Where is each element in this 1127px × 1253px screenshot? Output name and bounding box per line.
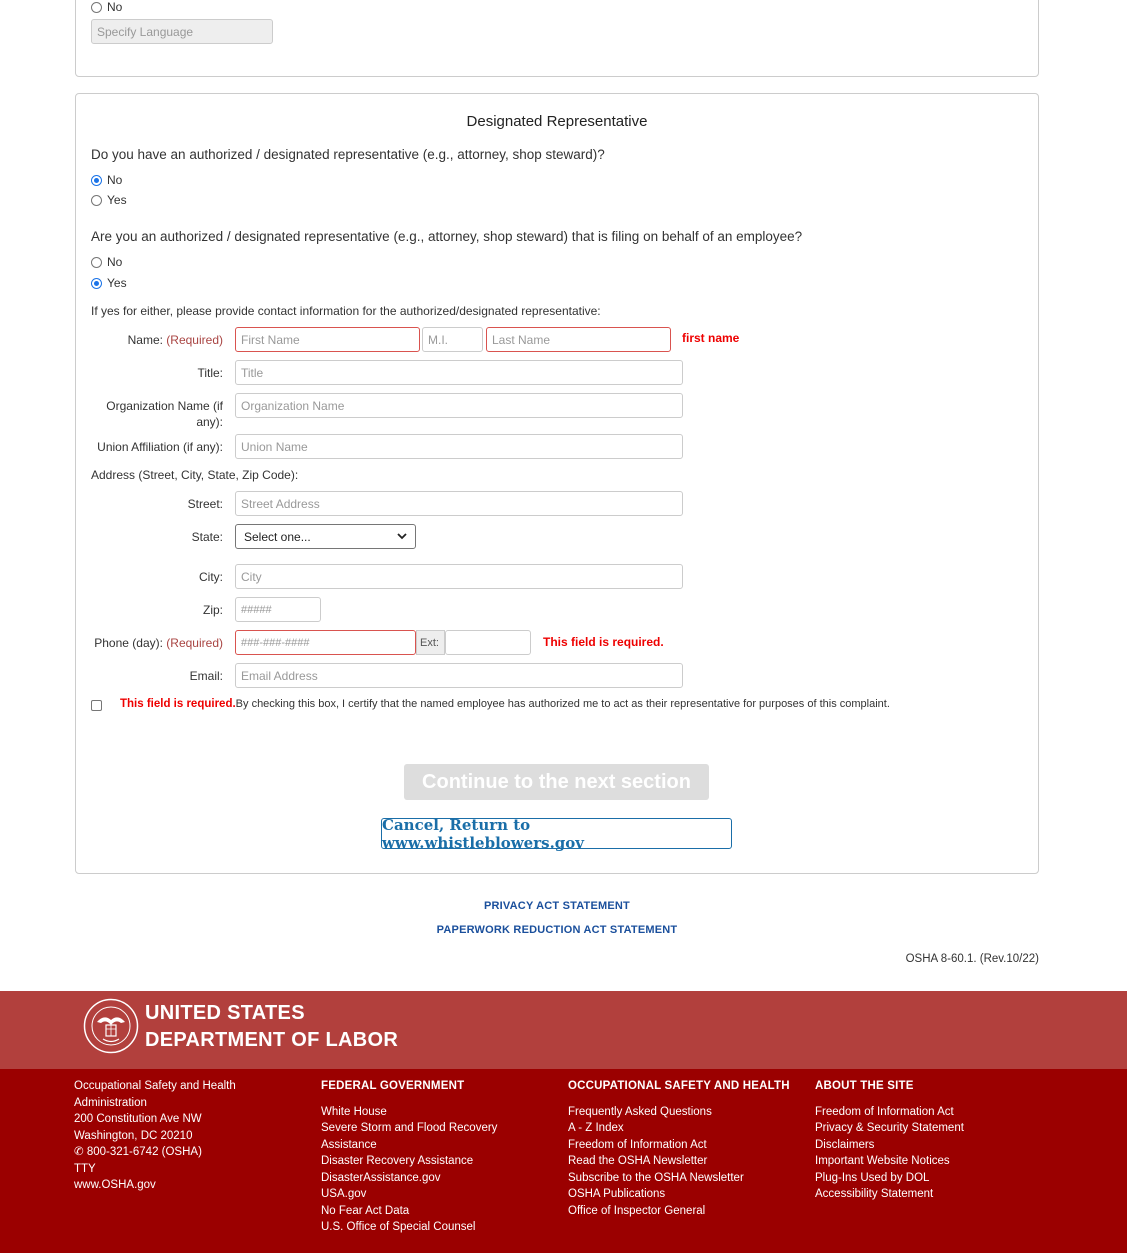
state-select[interactable] xyxy=(235,524,416,549)
phone-number[interactable]: 800-321-6742 (OSHA) xyxy=(86,1146,202,1158)
street-input[interactable]: Street Address xyxy=(235,491,683,516)
contact-instructions: If yes for either, please provide contact information for the authorized/designated representative: xyxy=(91,304,601,318)
section-title: Designated Representative xyxy=(466,113,648,130)
radio-circle[interactable] xyxy=(91,278,102,289)
footer-col-title: ABOUT THE SITE xyxy=(815,1080,914,1092)
footer-link[interactable]: Office of Inspector General xyxy=(568,1204,706,1217)
name-label-text: Name: xyxy=(127,333,163,347)
state-select-value: Select one... xyxy=(244,529,311,544)
footer-link[interactable]: Read the OSHA Newsletter xyxy=(568,1155,708,1167)
footer-link[interactable]: Severe Storm and Flood Recovery Assistance xyxy=(321,1122,498,1151)
footer-link[interactable]: OSHA Publications xyxy=(568,1188,666,1200)
certify-error: This field is required. xyxy=(120,698,236,710)
certify-text: By checking this box, I certify that the named employee has authorized me to act as their representative for purposes of this complaint. xyxy=(235,698,890,710)
certify-checkbox[interactable] xyxy=(91,700,102,711)
phone-icon: ✆ xyxy=(74,1146,87,1158)
language-radio-no[interactable] xyxy=(91,0,122,15)
paperwork-reduction-link[interactable]: PAPERWORK REDUCTION ACT STATEMENT xyxy=(436,924,678,936)
last-name-input[interactable]: Last Name xyxy=(486,327,671,352)
cancel-button[interactable]: Cancel, Return to www.whistleblowers.gov xyxy=(381,818,732,849)
radio-circle[interactable] xyxy=(91,2,102,13)
brand-line-2[interactable]: DEPARTMENT OF LABOR xyxy=(145,1029,399,1051)
union-label: Union Affiliation (if any): xyxy=(97,440,223,454)
zip-label: Zip: xyxy=(202,603,223,617)
street-label: Street: xyxy=(187,497,223,511)
footer-link[interactable]: Subscribe to the OSHA Newsletter xyxy=(568,1171,744,1184)
required-indicator: (Required) xyxy=(166,636,223,650)
question-is-representative: Are you an authorized / designated representative (e.g., attorney, shop steward) that is filing on behalf of an employee? xyxy=(91,229,803,244)
radio-circle[interactable] xyxy=(91,257,102,268)
city-label: City: xyxy=(199,570,223,584)
form-id: OSHA 8-60.1. (Rev.10/22) xyxy=(905,953,1039,965)
footer-address xyxy=(74,1078,274,1194)
q2-radio-no[interactable] xyxy=(91,254,122,270)
q1-radio-yes[interactable] xyxy=(91,192,127,208)
q2-radio-yes[interactable] xyxy=(91,275,127,291)
designated-representative-panel xyxy=(75,93,1039,874)
question-has-representative: Do you have an authorized / designated representative (e.g., attorney, shop steward)? xyxy=(91,147,605,162)
phone-label-text: Phone (day): xyxy=(94,636,163,650)
footer-link[interactable]: Important Website Notices xyxy=(815,1155,950,1167)
footer-col-title: OCCUPATIONAL SAFETY AND HEALTH xyxy=(568,1080,790,1092)
q1-radio-no[interactable] xyxy=(91,172,122,188)
radio-label: Yes xyxy=(107,276,127,290)
radio-label: No xyxy=(107,173,123,187)
address-line: Occupational Safety and Health Administration xyxy=(74,1080,236,1109)
dol-seal-icon[interactable] xyxy=(83,998,139,1054)
title-label: Title: xyxy=(197,366,223,380)
footer-link[interactable]: Privacy & Security Statement xyxy=(815,1122,964,1134)
zip-input[interactable]: ##### xyxy=(235,597,321,622)
footer-link[interactable]: U.S. Office of Special Counsel xyxy=(321,1221,476,1233)
required-indicator: (Required) xyxy=(166,333,223,347)
footer-col-osha xyxy=(568,1078,798,1219)
specify-language-input: Specify Language xyxy=(91,19,273,44)
phone-input[interactable]: ###-###-#### xyxy=(235,630,416,655)
address-line: Washington, DC 20210 xyxy=(74,1129,193,1142)
organization-label: Organization Name (if any): xyxy=(106,399,223,429)
footer-link[interactable]: DisasterAssistance.gov xyxy=(321,1171,441,1184)
footer-col-about xyxy=(815,1078,1015,1203)
footer-link[interactable]: White House xyxy=(321,1105,387,1118)
chevron-down-icon xyxy=(397,533,407,540)
certify-row xyxy=(120,698,890,710)
phone-error: This field is required. xyxy=(543,635,664,649)
first-name-input[interactable]: First Name xyxy=(235,327,420,352)
radio-label: No xyxy=(107,0,123,14)
footer-link[interactable]: Freedom of Information Act xyxy=(815,1105,954,1118)
city-input[interactable]: City xyxy=(235,564,683,589)
title-input[interactable]: Title xyxy=(235,360,683,385)
union-input[interactable]: Union Name xyxy=(235,434,683,459)
radio-label: No xyxy=(107,255,123,269)
ext-input[interactable] xyxy=(445,630,531,655)
footer-link[interactable]: Disaster Recovery Assistance xyxy=(321,1155,474,1167)
address-label: Address (Street, City, State, Zip Code): xyxy=(91,468,299,482)
radio-circle[interactable] xyxy=(91,175,102,186)
state-label: State: xyxy=(191,530,223,544)
phone-line[interactable] xyxy=(74,1144,274,1161)
name-label xyxy=(91,332,223,348)
email-label: Email: xyxy=(189,669,223,683)
radio-circle[interactable] xyxy=(91,195,102,206)
organization-input[interactable]: Organization Name xyxy=(235,393,683,418)
footer-link[interactable]: Disclaimers xyxy=(815,1138,875,1151)
footer-link[interactable]: USA.gov xyxy=(321,1188,367,1200)
tty-link[interactable]: TTY xyxy=(74,1162,96,1175)
continue-button[interactable]: Continue to the next section xyxy=(404,764,709,800)
footer-link[interactable]: Frequently Asked Questions xyxy=(568,1105,712,1118)
footer-link[interactable]: Plug-Ins Used by DOL xyxy=(815,1171,930,1184)
footer-col-title: FEDERAL GOVERNMENT xyxy=(321,1080,465,1092)
brand-line-1[interactable]: UNITED STATES xyxy=(145,1002,305,1024)
email-input[interactable]: Email Address xyxy=(235,663,683,688)
footer-link[interactable]: No Fear Act Data xyxy=(321,1204,410,1217)
phone-label xyxy=(91,635,223,651)
privacy-act-link[interactable]: PRIVACY ACT STATEMENT xyxy=(484,900,630,912)
footer-link[interactable]: A - Z Index xyxy=(568,1122,624,1134)
address-line: 200 Constitution Ave NW xyxy=(74,1113,202,1125)
osha-website-link[interactable]: www.OSHA.gov xyxy=(74,1179,156,1191)
first-name-error: first name xyxy=(682,331,740,345)
radio-label: Yes xyxy=(107,193,127,207)
footer-col-federal xyxy=(321,1078,521,1236)
middle-initial-input[interactable]: M.I. xyxy=(422,327,483,352)
footer-link[interactable]: Freedom of Information Act xyxy=(568,1138,707,1151)
footer-link[interactable]: Accessibility Statement xyxy=(815,1188,934,1200)
ext-addon: Ext: xyxy=(416,630,445,655)
